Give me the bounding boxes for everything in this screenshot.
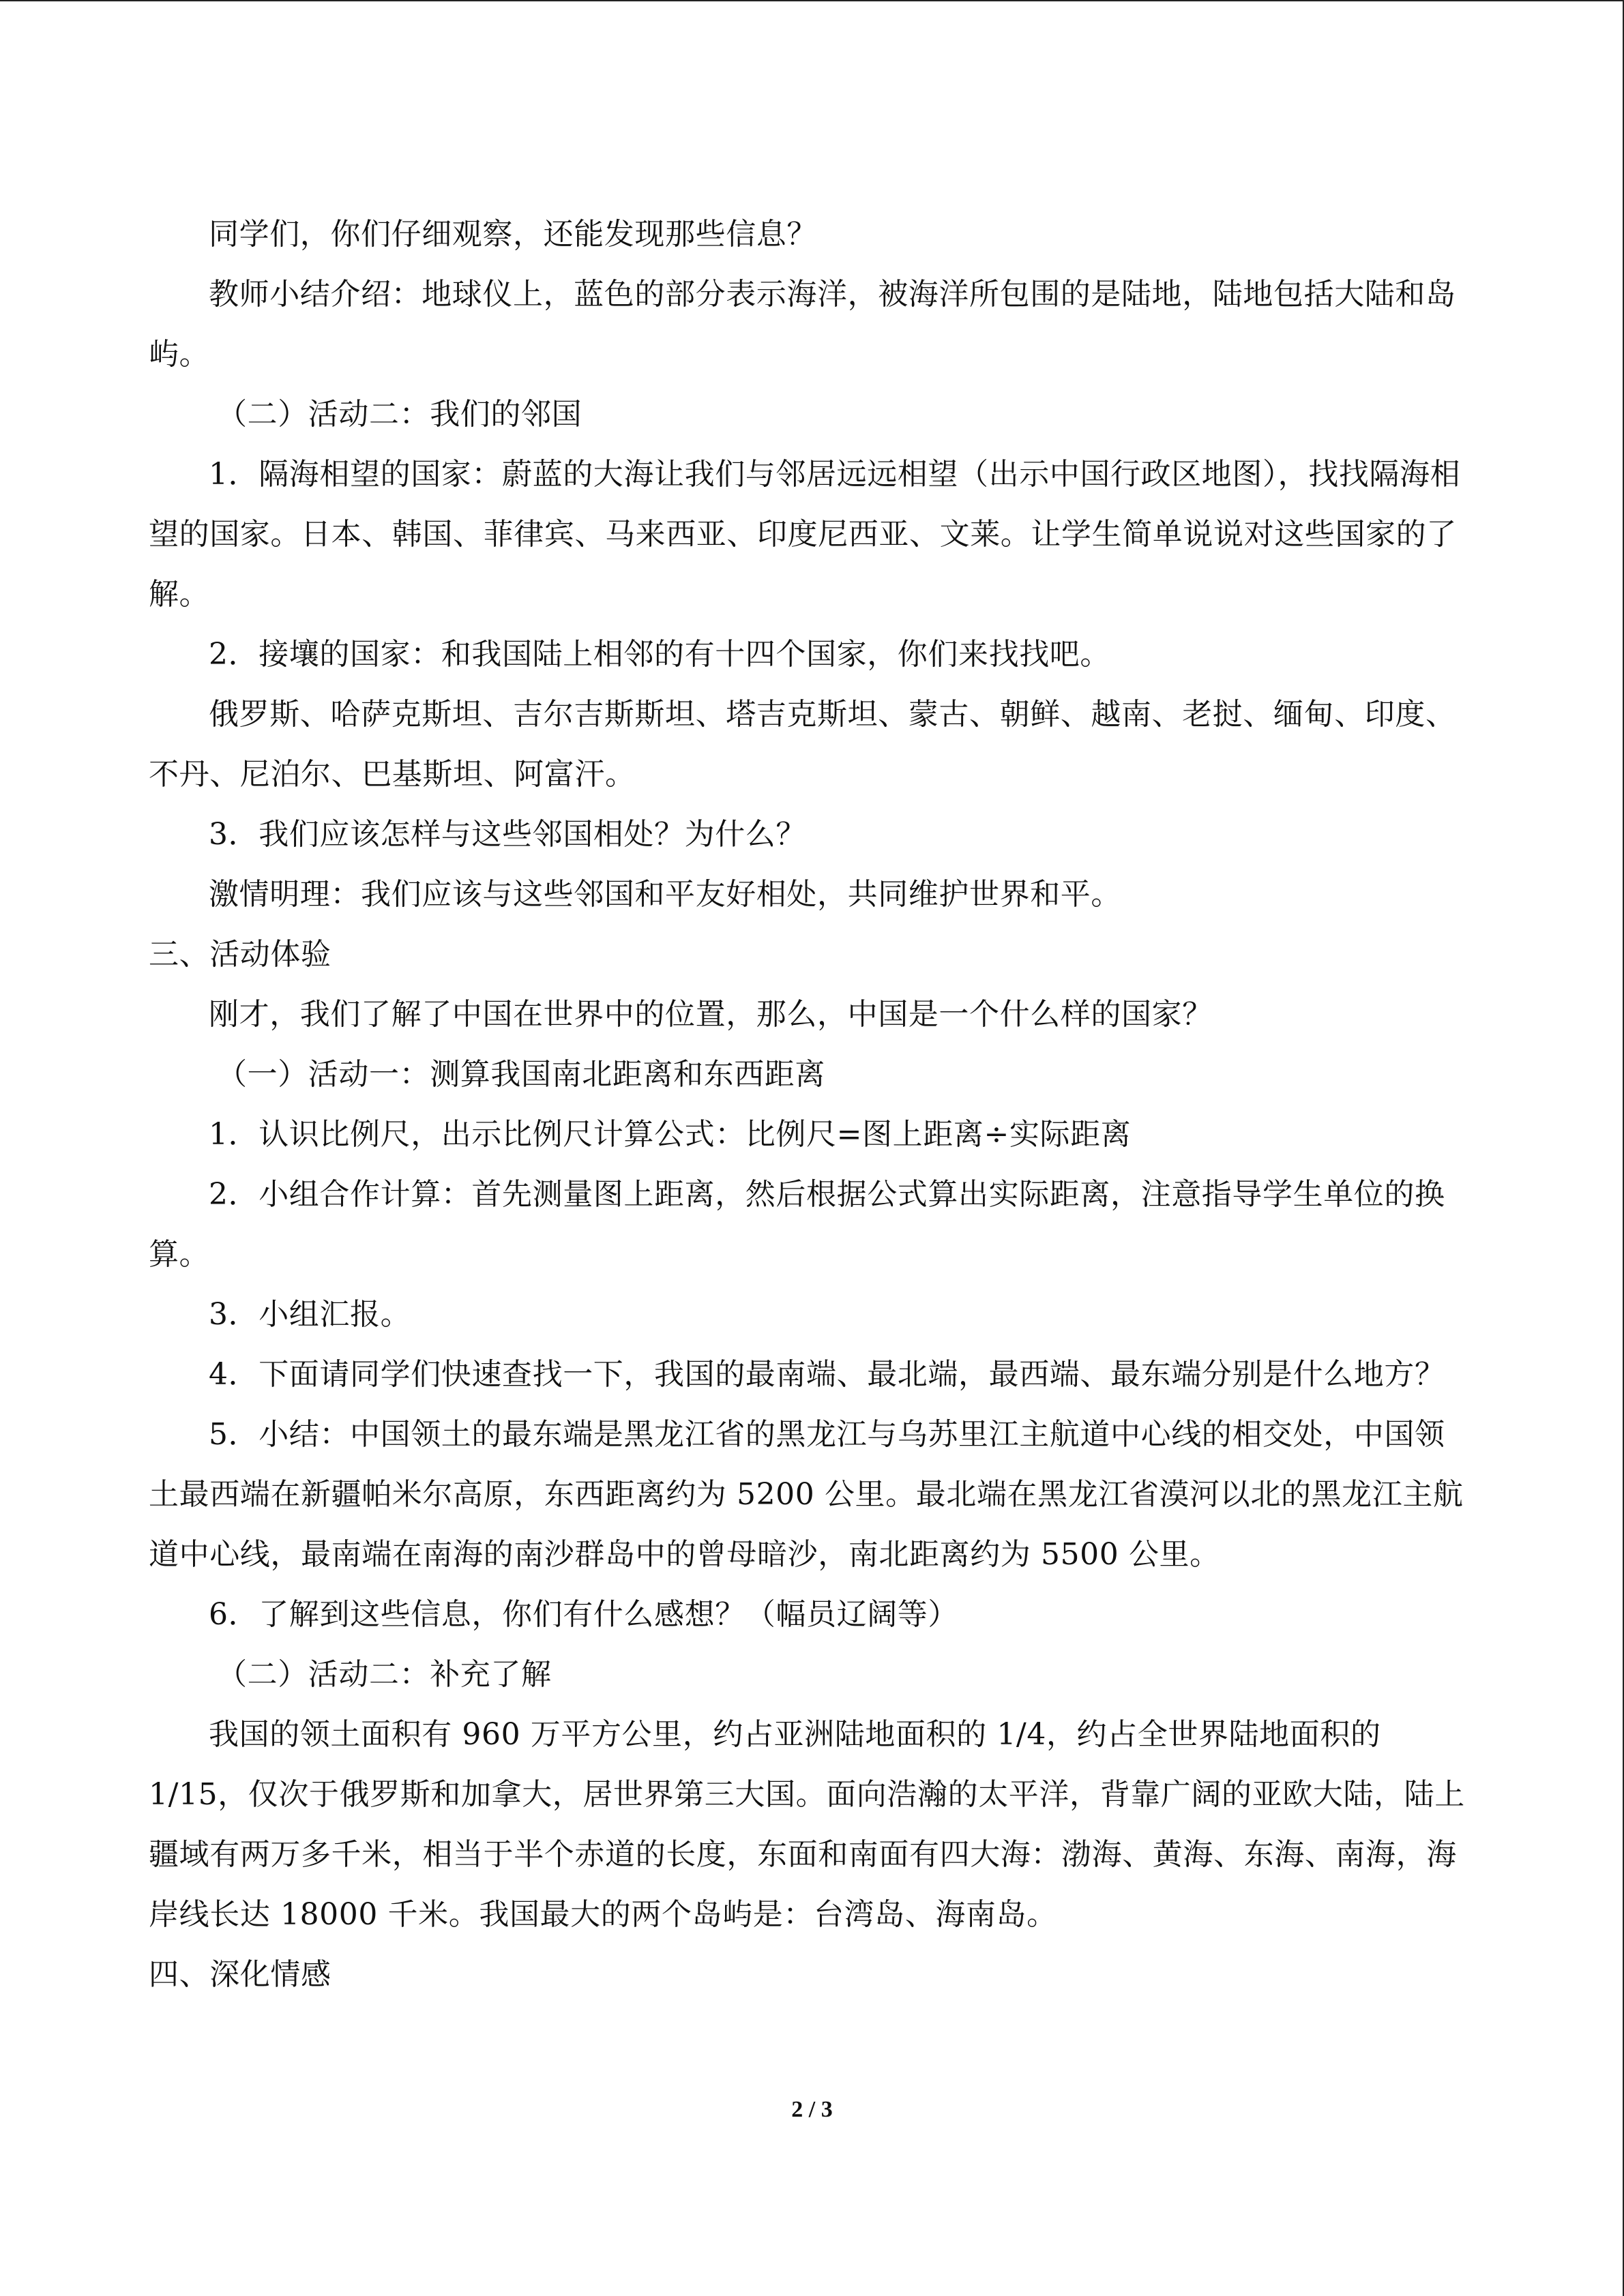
section-subheading: （一）活动一：测算我国南北距离和东西距离: [217, 1057, 825, 1092]
section-subheading: （二）活动二：补充了解: [217, 1657, 552, 1692]
paragraph: 4．下面请同学们快速查找一下，我国的最南端、最北端，最西端、最东端分别是什么地方？: [209, 1357, 1445, 1392]
page-number: 2 / 3: [791, 2097, 833, 2122]
paragraph: 教师小结介绍：地球仪上，蓝色的部分表示海洋，被海洋所包围的是陆地，陆地包括大陆和岛屿。: [149, 277, 1456, 372]
paragraph: 3．小组汇报。: [209, 1297, 411, 1332]
paragraph: 激情明理：我们应该与这些邻国和平友好相处，共同维护世界和平。: [209, 877, 1121, 912]
paragraph: 1．隔海相望的国家：蔚蓝的大海让我们与邻居远远相望（出示中国行政区地图），找找隔海相望的国家。日本、韩国、菲律宾、马来西亚、印度尼西亚、文莱。让学生简单说说对这些国家的了解。: [149, 457, 1461, 612]
section-subheading: （二）活动二：我们的邻国: [217, 397, 582, 432]
document-body: [149, 205, 1474, 2005]
paragraph: 2．小组合作计算：首先测量图上距离，然后根据公式算出实际距离，注意指导学生单位的换算。: [149, 1177, 1445, 1272]
page-border-top: [0, 0, 1624, 1]
paragraph: 3．我们应该怎样与这些邻国相处？为什么？: [209, 817, 806, 852]
paragraph: 1．认识比例尺，出示比例尺计算公式：比例尺=图上距离÷实际距离: [209, 1117, 1132, 1152]
paragraph: 同学们，你们仔细观察，还能发现那些信息？: [209, 217, 817, 252]
section-heading: 四、深化情感: [149, 1957, 331, 1992]
paragraph: 2．接壤的国家：和我国陆上相邻的有十四个国家，你们来找找吧。: [209, 637, 1110, 672]
paragraph: 俄罗斯、哈萨克斯坦、吉尔吉斯斯坦、塔吉克斯坦、蒙古、朝鲜、越南、老挝、缅甸、印度、不丹、尼泊尔、巴基斯坦、阿富汗。: [149, 697, 1456, 792]
section-heading: 三、活动体验: [149, 937, 331, 972]
paragraph: 我国的领土面积有 960 万平方公里，约占亚洲陆地面积的 1/4，约占全世界陆地面积的 1/15，仅次于俄罗斯和加拿大，居世界第三大国。面向浩瀚的太平洋，背靠广阔的亚欧大陆，陆上疆域有两万多千米，相当于半个赤道的长度，东面和南面有四大海：渤海、黄海、东海、南海，海岸线长达 18000 千米。我国最大的两个岛屿是：台湾岛、海南岛。: [149, 1717, 1465, 1932]
paragraph: 5．小结：中国领土的最东端是黑龙江省的黑龙江与乌苏里江主航道中心线的相交处，中国领土最西端在新疆帕米尔高原，东西距离约为 5200 公里。最北端在黑龙江省漠河以北的黑龙江主航道中心线，最南端在南海的南沙群岛中的曾母暗沙，南北距离约为 5500 公里。: [149, 1417, 1464, 1572]
paragraph: 刚才，我们了解了中国在世界中的位置，那么，中国是一个什么样的国家？: [209, 997, 1213, 1032]
paragraph: 6．了解到这些信息，你们有什么感想？（幅员辽阔等）: [209, 1597, 958, 1632]
